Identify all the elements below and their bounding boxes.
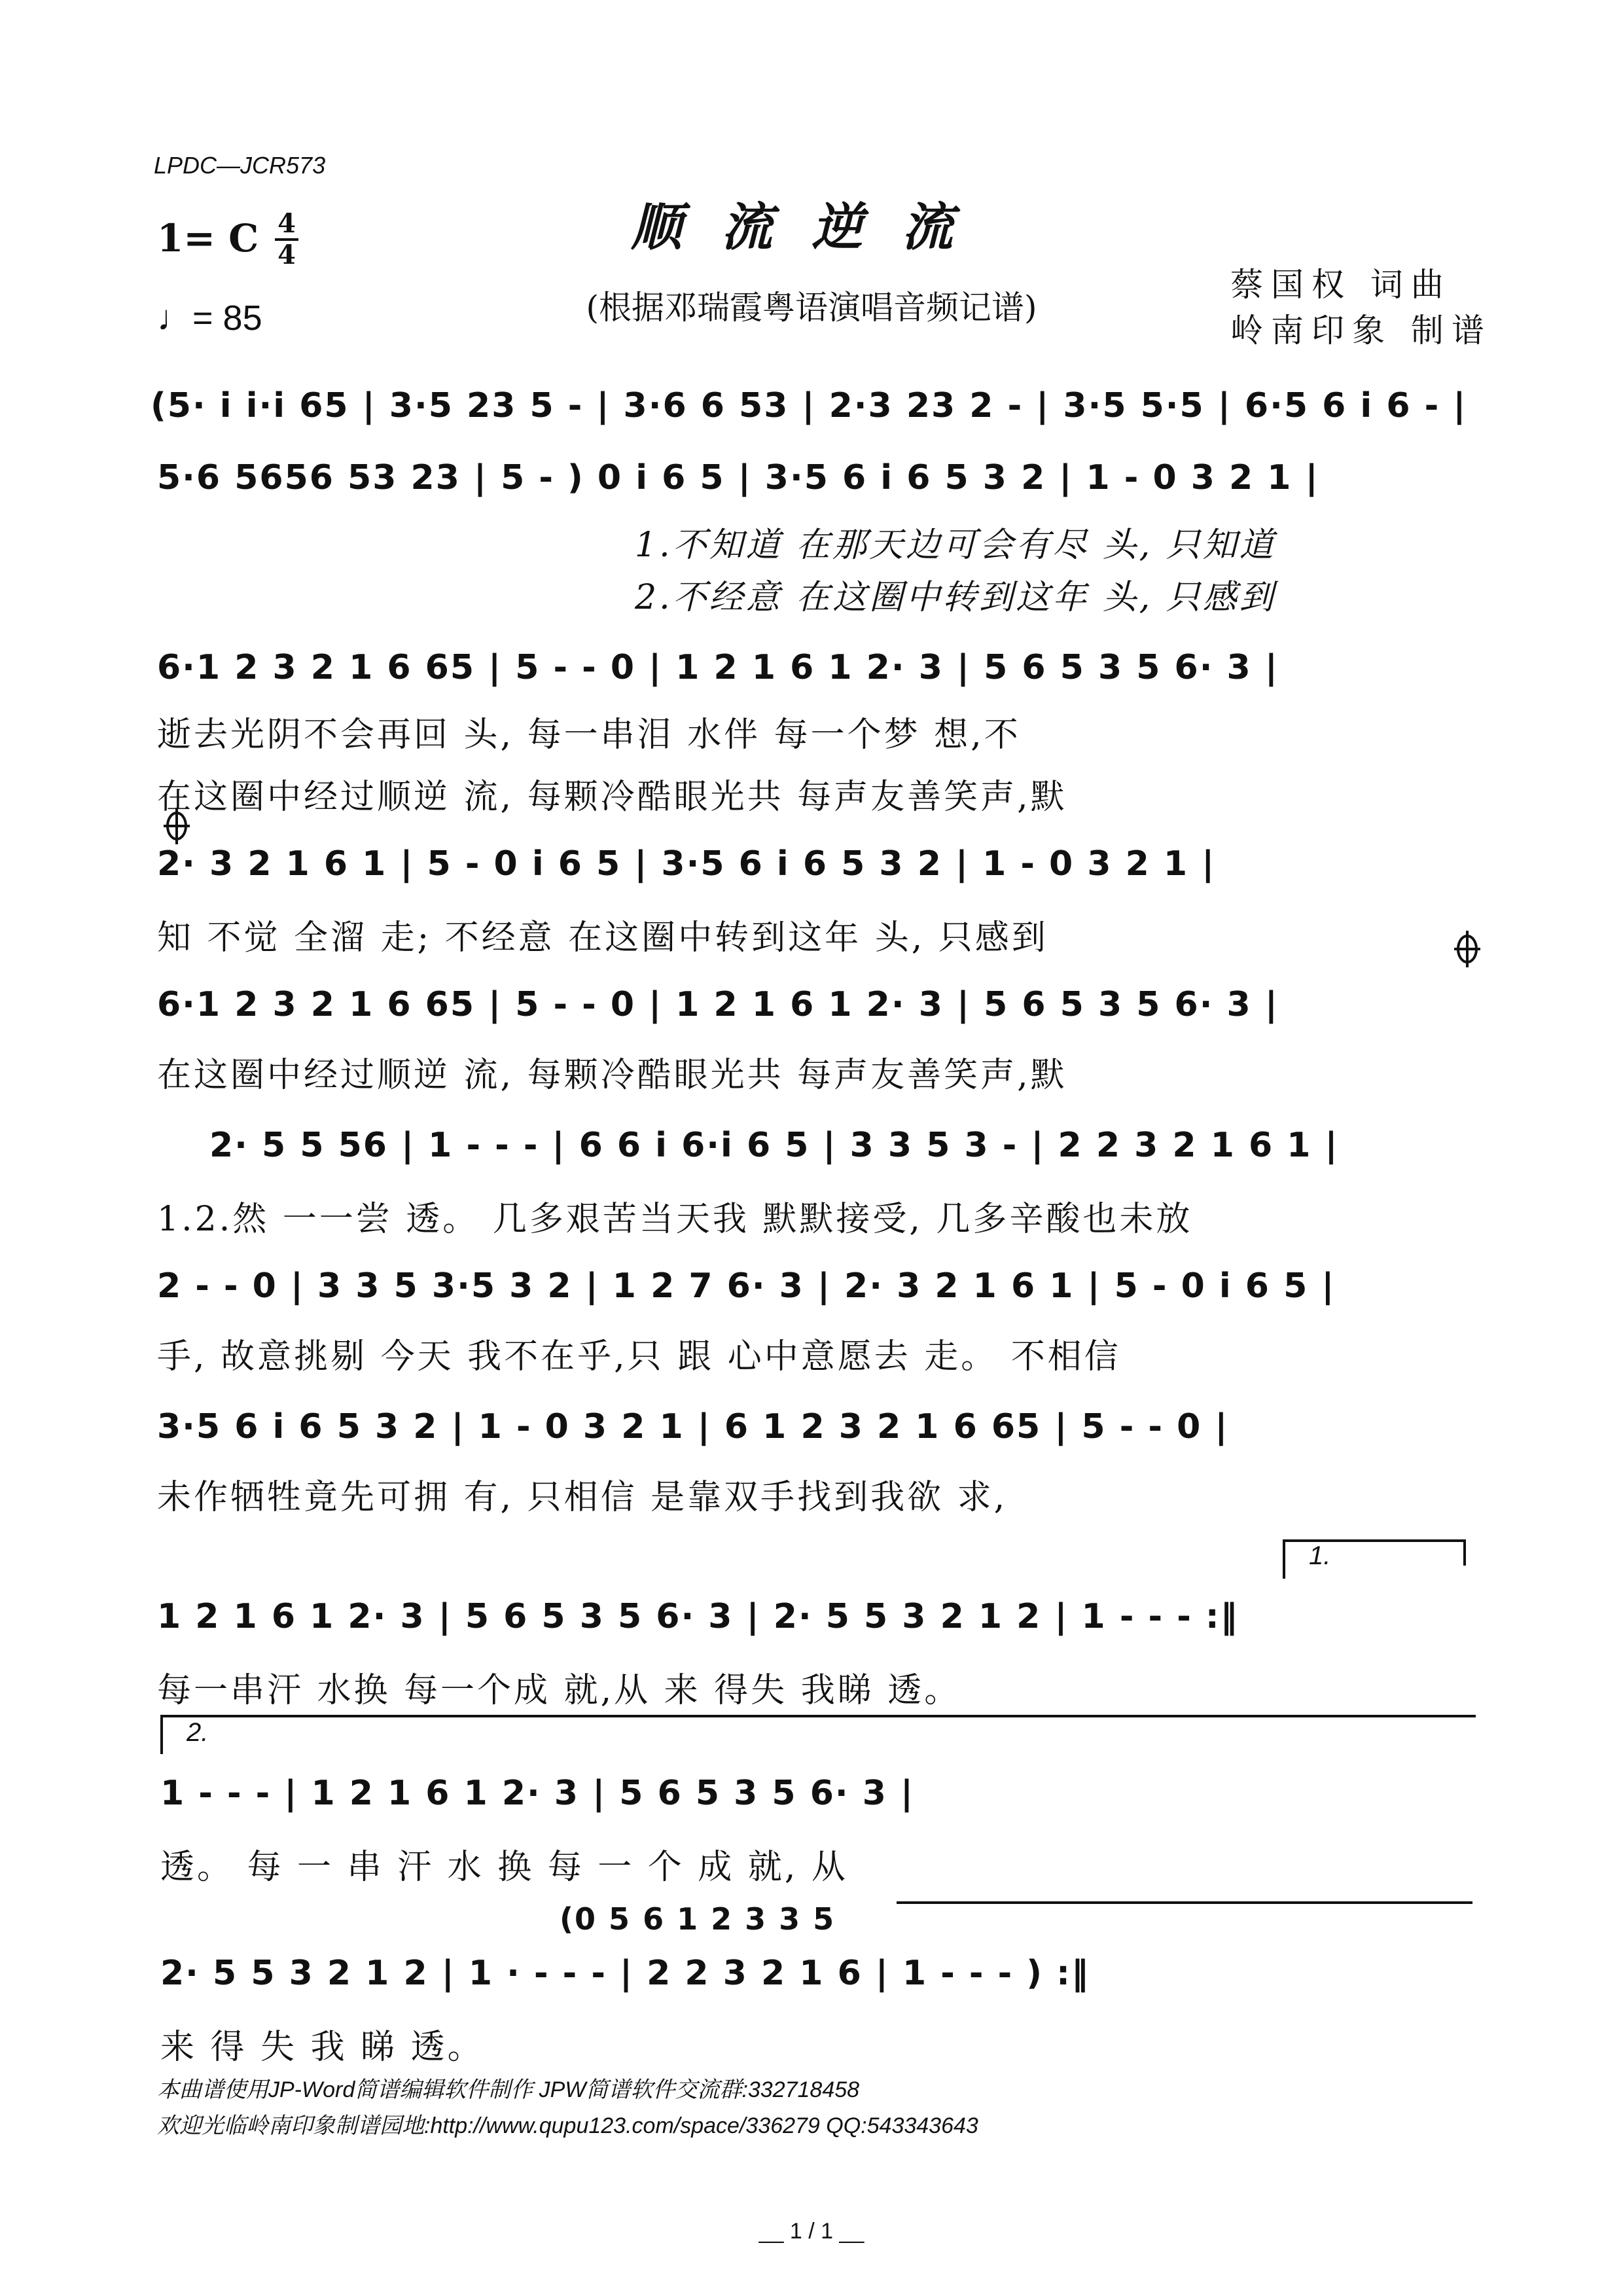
repeat-bracket bbox=[897, 1901, 1472, 1904]
tempo-marking bbox=[157, 298, 262, 338]
score-row-7-lyric-1: 手, 故意挑剔 今天 我不在乎,只 跟 心中意愿去 走。 不相信 bbox=[157, 1337, 1121, 1376]
volta-1-bracket-left bbox=[1283, 1539, 1285, 1579]
score-row-5-notes: 6·1 2 3 2 1 6 65 | 5 - - 0 | 1 2 1 6 1 2· 3 | 5 6 5 3 5 6· 3 | bbox=[157, 985, 1279, 1024]
time-signature bbox=[275, 209, 298, 270]
score-row-6-notes: 2· 5 5 56 | 1 - - - | 6 6 i 6·i 6 5 | 3 3 5 3 - | 2 2 3 2 1 6 1 | bbox=[209, 1126, 1339, 1165]
score-row-11-upper-notes: (0 5 6 1 2 3 3 5 bbox=[560, 1901, 836, 1937]
score-row-7-notes: 2 - - 0 | 3 3 5 3·5 3 2 | 1 2 7 6· 3 | 2· 3 2 1 6 1 | 5 - 0 i 6 5 | bbox=[157, 1266, 1336, 1306]
coda-icon bbox=[1453, 929, 1482, 969]
score-row-5-lyric-1: 在这圈中经过顺逆 流, 每颗冷酷眼光共 每声友善笑声,默 bbox=[157, 1056, 1067, 1095]
time-bottom: 4 bbox=[277, 240, 296, 270]
score-row-9-lyric-1: 每一串汗 水换 每一个成 就,从 来 得失 我睇 透。 bbox=[157, 1671, 961, 1710]
song-title: 顺流逆流 bbox=[630, 198, 992, 257]
coda-icon bbox=[162, 806, 191, 846]
score-row-2-notes: 5·6 5656 53 23 | 5 - ) 0 i 6 5 | 3·5 6 i 6 5 3 2 | 1 - 0 3 2 1 | bbox=[157, 458, 1319, 497]
volta-1-bracket-right bbox=[1463, 1539, 1466, 1566]
score-row-8-notes: 3·5 6 i 6 5 3 2 | 1 - 0 3 2 1 | 6 1 2 3 2 1 6 65 | 5 - - 0 | bbox=[157, 1407, 1229, 1446]
footer-software-note: 本曲谱使用JP-Word简谱编辑软件制作 JPW简谱软件交流群:332718458 bbox=[157, 2077, 860, 2102]
key-signature: 1= C bbox=[157, 216, 259, 260]
score-row-9-notes: 1 2 1 6 1 2· 3 | 5 6 5 3 5 6· 3 | 2· 5 5 3 2 1 2 | 1 - - - :‖ bbox=[157, 1597, 1239, 1636]
score-row-8-lyric-1: 未作牺牲竟先可拥 有, 只相信 是靠双手找到我欲 求, bbox=[157, 1478, 1008, 1517]
score-row-2-lyric-1: 1.不知道 在那天边可会有尽 头, 只知道 bbox=[635, 526, 1276, 565]
footer-website-note: 欢迎光临岭南印象制谱园地:http://www.qupu123.com/space/336279 QQ:543343643 bbox=[157, 2113, 978, 2138]
score-row-11-notes: 2· 5 5 3 2 1 2 | 1 · - - - | 2 2 3 2 1 6 | 1 - - - ) :‖ bbox=[160, 1954, 1090, 1993]
score-row-2-lyric-2: 2.不经意 在这圈中转到这年 头, 只感到 bbox=[635, 578, 1276, 617]
volta-2-bracket-left bbox=[160, 1715, 163, 1754]
score-row-3-lyric-2: 在这圈中经过顺逆 流, 每颗冷酷眼光共 每声友善笑声,默 bbox=[157, 778, 1067, 817]
credit-composer: 蔡国权 词曲 bbox=[1230, 266, 1452, 304]
score-code: LPDC—JCR573 bbox=[154, 152, 326, 179]
score-row-11-lyric-1: 来 得 失 我 睇 透。 bbox=[160, 2028, 484, 2067]
score-row-3-notes: 6·1 2 3 2 1 6 65 | 5 - - 0 | 1 2 1 6 1 2· 3 | 5 6 5 3 5 6· 3 | bbox=[157, 648, 1279, 687]
song-subtitle: (根据邓瑞霞粤语演唱音频记谱) bbox=[586, 289, 1037, 327]
volta-2-bracket bbox=[160, 1715, 1476, 1717]
score-row-10-notes: 1 - - - | 1 2 1 6 1 2· 3 | 5 6 5 3 5 6· 3 | bbox=[160, 1774, 915, 1813]
credit-transcriber: 岭南印象 制谱 bbox=[1230, 312, 1492, 350]
score-row-6-lyric-1: 1.2.然 一一尝 透。 几多艰苦当天我 默默接受, 几多辛酸也未放 bbox=[157, 1200, 1193, 1239]
score-row-4-lyric-1: 知 不觉 全溜 走; 不经意 在这圈中转到这年 头, 只感到 bbox=[157, 918, 1048, 958]
page-number: __ 1 / 1 __ bbox=[758, 2219, 865, 2244]
tempo-value: = 85 bbox=[192, 298, 262, 338]
quarter-note-icon: ♩ bbox=[157, 298, 192, 338]
score-row-10-lyric-1: 透。 每 一 串 汗 水 换 每 一 个 成 就, 从 bbox=[160, 1848, 848, 1887]
volta-1-label: 1. bbox=[1309, 1541, 1331, 1570]
time-top: 4 bbox=[277, 208, 296, 239]
score-row-3-lyric-1: 逝去光阴不会再回 头, 每一串泪 水伴 每一个梦 想,不 bbox=[157, 715, 1021, 755]
score-row-4-notes: 2· 3 2 1 6 1 | 5 - 0 i 6 5 | 3·5 6 i 6 5 3 2 | 1 - 0 3 2 1 | bbox=[157, 844, 1216, 884]
score-row-1-notes: (5· i i·i 65 | 3·5 23 5 - | 3·6 6 53 | 2·3 23 2 - | 3·5 5·5 | 6·5 6 i 6 - | bbox=[151, 386, 1467, 425]
volta-2-label: 2. bbox=[187, 1718, 209, 1747]
